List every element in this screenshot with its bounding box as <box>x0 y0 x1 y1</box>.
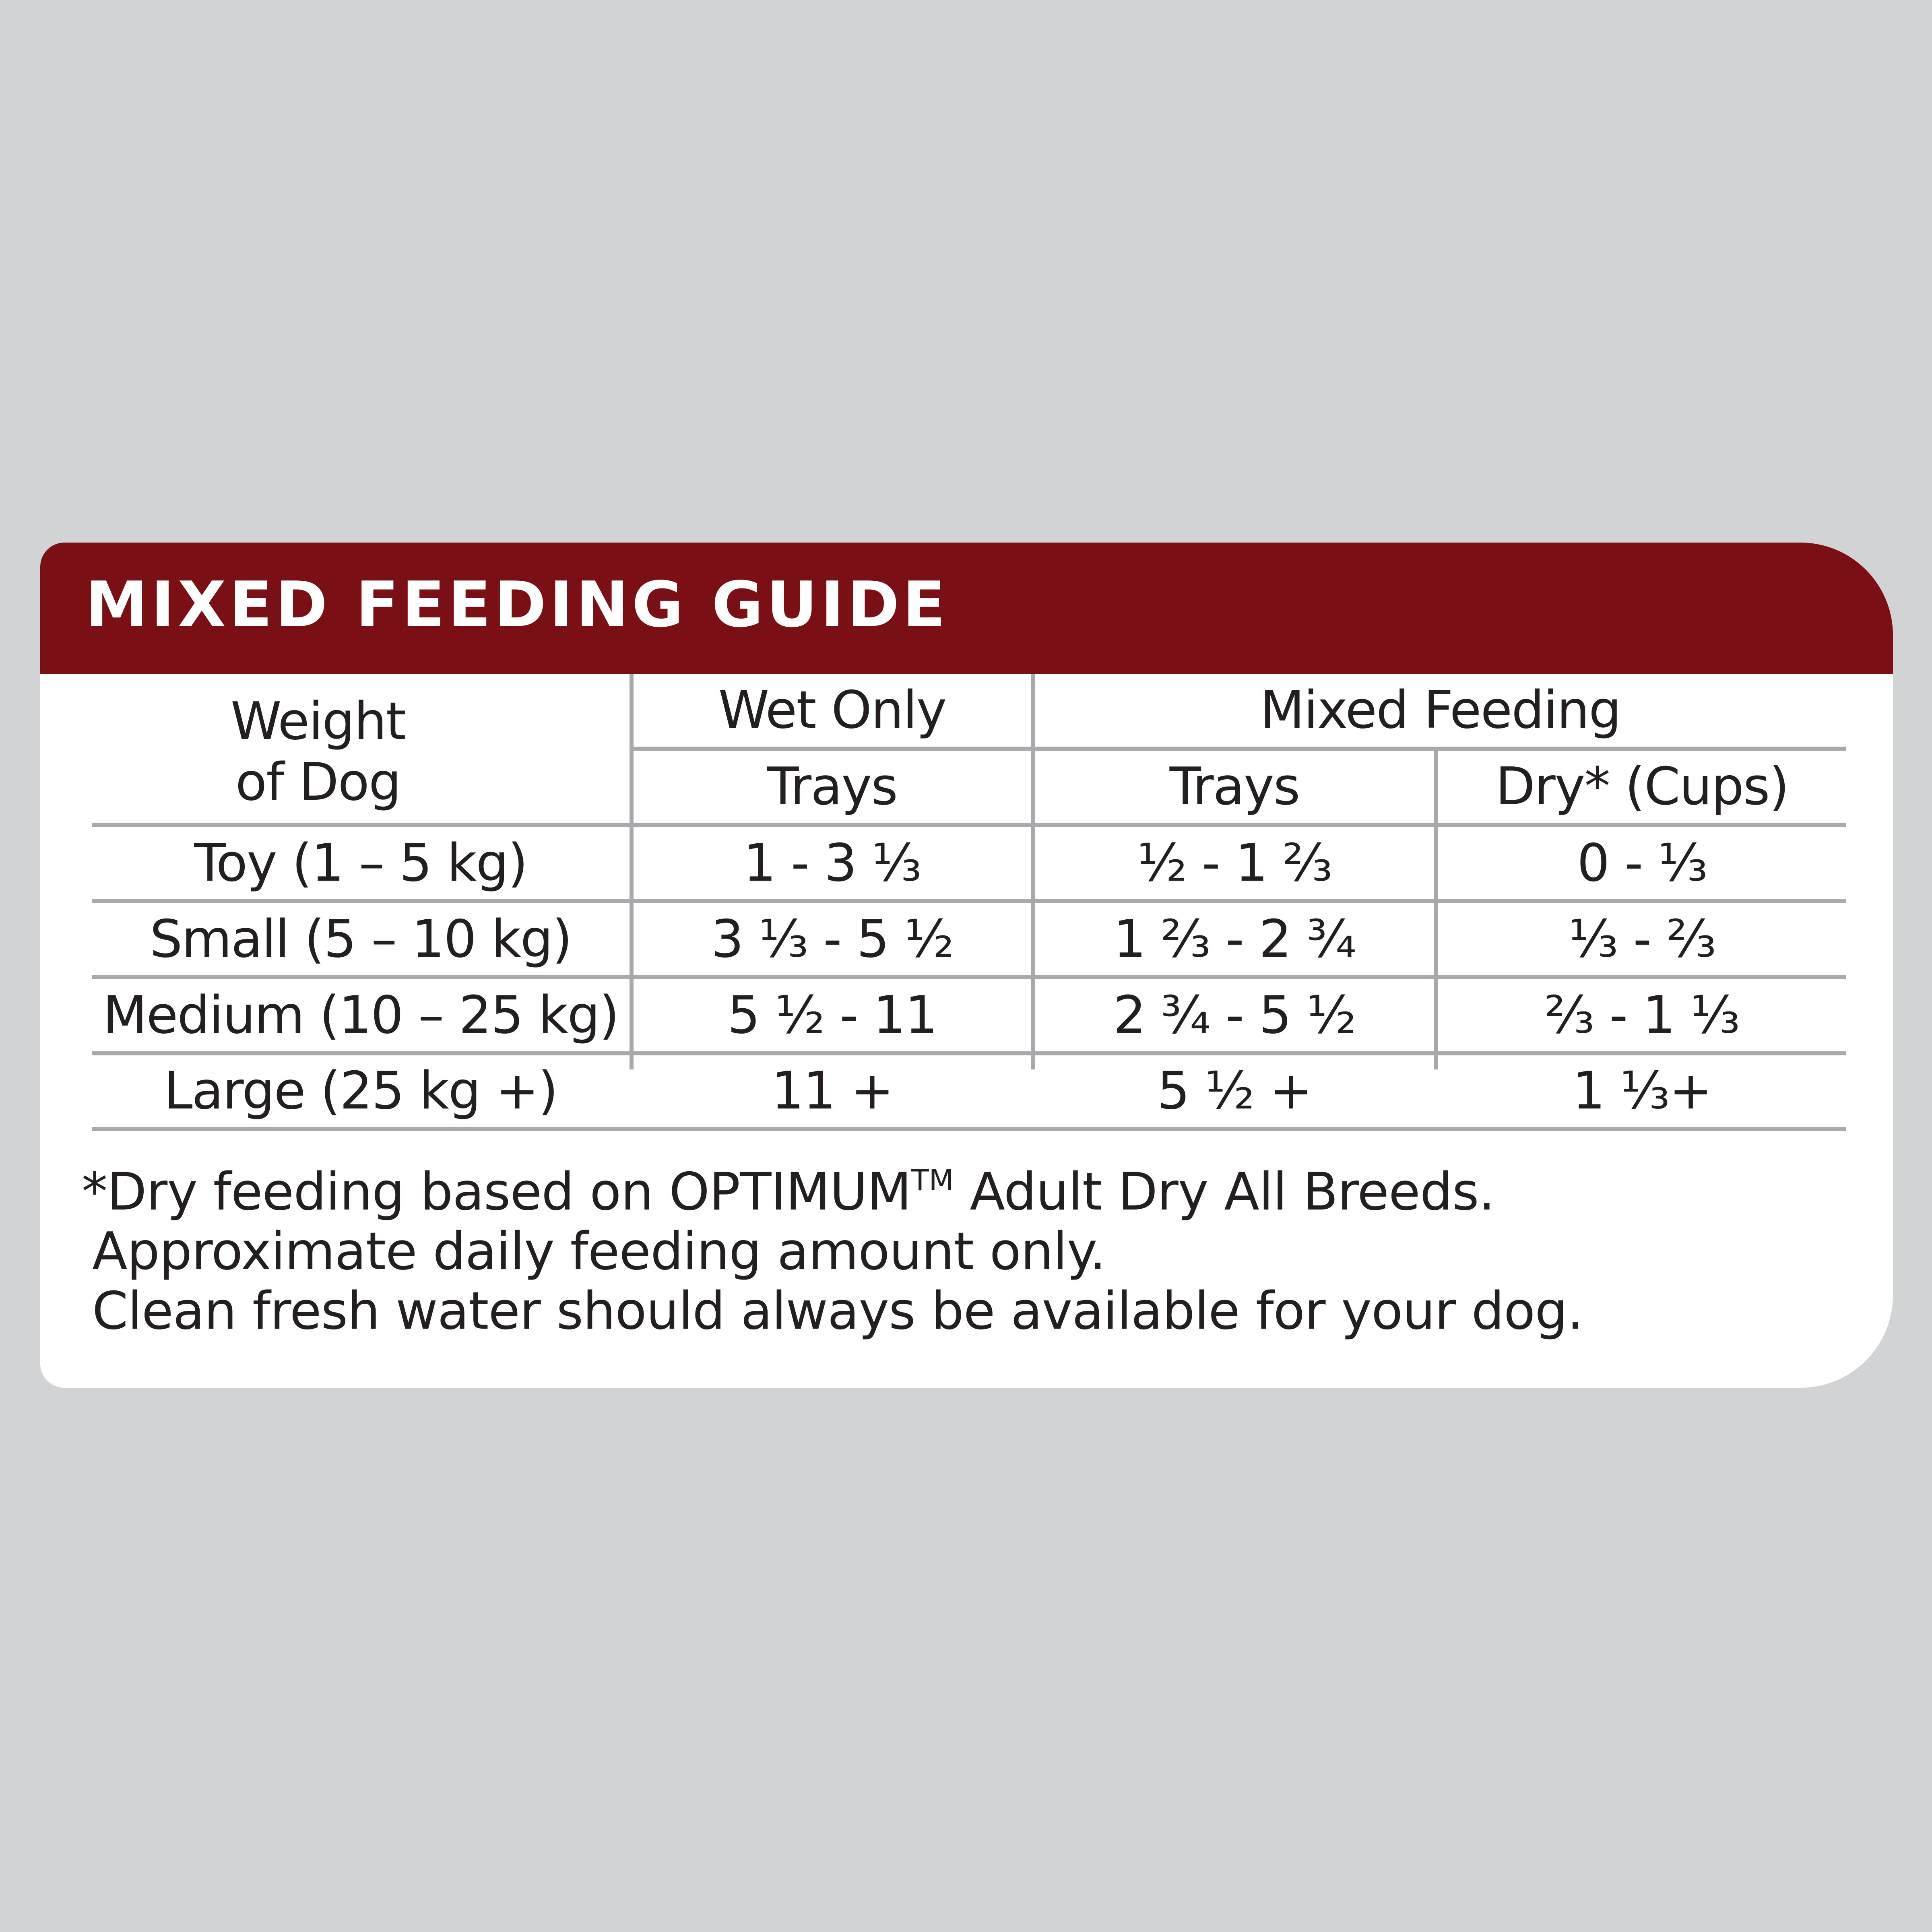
footnote-dry-feeding-text-end: Adult Dry All Breeds. <box>954 1162 1495 1222</box>
feeding-guide-card <box>40 543 1893 1388</box>
guide-header <box>40 543 1893 674</box>
header-wet-only: Wet Only <box>718 680 946 740</box>
footnote-water: Clean fresh water should always be available for your dog. <box>92 1281 1583 1341</box>
header-mixed-trays: Trays <box>1169 757 1300 817</box>
table-cell-weight: Small (5 – 10 kg) <box>150 909 572 969</box>
table-cell-wet-trays: 11 + <box>771 1061 893 1121</box>
footnote-approximate: Approximate daily feeding amount only. <box>92 1222 1106 1282</box>
header-mixed-dry-cups: Dry* (Cups) <box>1495 757 1789 817</box>
header-mixed-feeding: Mixed Feeding <box>1260 680 1621 740</box>
table-cell-wet-trays: 3 ⅓ - 5 ½ <box>711 909 954 969</box>
header-wet-trays: Trays <box>767 757 897 817</box>
table-divider <box>92 899 1846 903</box>
table-divider <box>92 1051 1846 1055</box>
trademark-mark: TM <box>911 1163 954 1197</box>
table-cell-wet-trays: 1 - 3 ⅓ <box>743 833 921 893</box>
table-cell-mixed-dry: 0 - ⅓ <box>1577 833 1707 893</box>
table-cell-mixed-dry: 1 ⅓+ <box>1572 1061 1712 1121</box>
table-divider <box>92 975 1846 979</box>
footnote-dry-feeding-text: *Dry feeding based on OPTIMUM <box>82 1162 911 1222</box>
table-cell-weight: Medium (10 – 25 kg) <box>103 985 619 1045</box>
table-cell-weight: Toy (1 – 5 kg) <box>194 833 527 893</box>
table-cell-mixed-trays: 5 ½ + <box>1157 1061 1312 1121</box>
table-cell-mixed-trays: 2 ¾ - 5 ½ <box>1113 985 1356 1045</box>
table-divider <box>630 674 634 1069</box>
table-cell-mixed-trays: ½ - 1 ⅔ <box>1137 833 1332 893</box>
table-cell-weight: Large (25 kg +) <box>164 1061 557 1121</box>
table-divider <box>1434 749 1438 1069</box>
guide-title: MIXED FEEDING GUIDE <box>85 568 949 641</box>
table-cell-mixed-trays: 1 ⅔ - 2 ¾ <box>1113 909 1356 969</box>
table-cell-wet-trays: 5 ½ - 11 <box>727 985 937 1045</box>
table-cell-mixed-dry: ⅔ - 1 ⅓ <box>1544 985 1740 1045</box>
table-divider <box>630 747 1846 751</box>
footnotes <box>82 1150 1583 1341</box>
table-divider <box>92 1127 1846 1131</box>
table-cell-mixed-dry: ⅓ - ⅔ <box>1568 909 1716 969</box>
footnote-dry-feeding <box>82 1150 1583 1222</box>
table-divider <box>1031 674 1035 1069</box>
header-weight-of-dog: Weight of Dog <box>231 691 405 812</box>
